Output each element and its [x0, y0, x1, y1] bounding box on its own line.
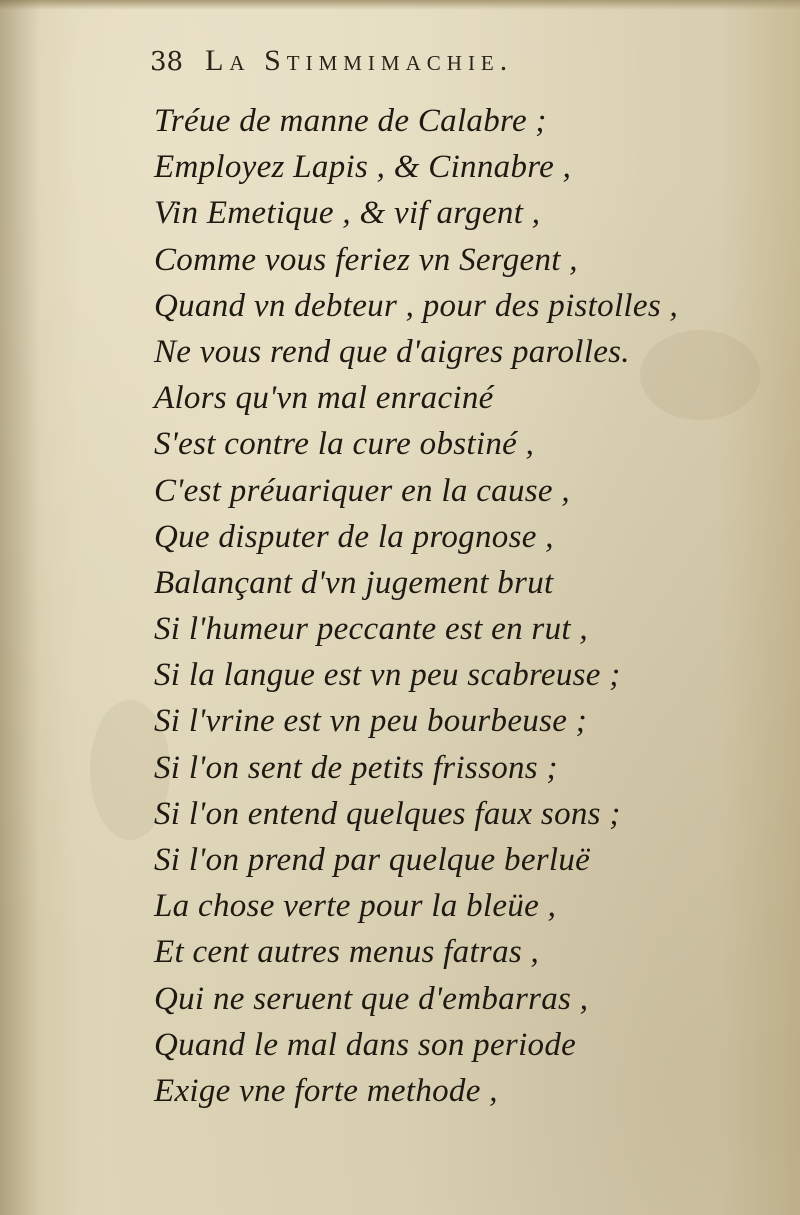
verse-line: Comme vous feriez vn Sergent ,: [154, 241, 578, 278]
verse-line: Si l'on prend par quelque berluë: [154, 842, 591, 878]
page-header: [150, 44, 680, 94]
verse-line: C'est préuariquer en la cause ,: [154, 472, 570, 509]
verse-text: [154, 98, 764, 1114]
verse-line: Si la langue est vn peu scabreuse ;: [154, 657, 621, 694]
verse-line: Que disputer de la prognose ,: [154, 518, 554, 555]
verse-line: La chose verte pour la bleüe ,: [154, 888, 557, 925]
page-number: 38: [150, 47, 184, 77]
running-title: La Stimmimachie.: [205, 44, 514, 77]
verse-line: Et cent autres menus fatras ,: [154, 934, 540, 971]
gutter-shadow: [0, 0, 40, 1215]
verse-line: Tréue de manne de Calabre ;: [154, 103, 547, 139]
verse-line: Si l'on sent de petits frissons ;: [154, 749, 558, 786]
verse-line: Alors qu'vn mal enraciné: [154, 380, 494, 417]
verse-line: S'est contre la cure obstiné ,: [154, 426, 535, 463]
verse-line: Quand le mal dans son periode: [154, 1026, 577, 1063]
verse-line: Si l'on entend quelques faux sons ;: [154, 795, 621, 832]
verse-line: Vin Emetique , & vif argent ,: [154, 195, 541, 232]
verse-line: Balançant d'vn jugement brut: [154, 564, 554, 601]
verse-line: Ne vous rend que d'aigres parolles.: [154, 333, 630, 370]
verse-line: Qui ne seruent que d'embarras ,: [154, 980, 589, 1017]
verse-line: Quand vn debteur , pour des pistolles ,: [154, 287, 679, 324]
verse-line: Exige vne forte methode ,: [154, 1072, 498, 1109]
verse-line: Employez Lapis , & Cinnabre ,: [154, 149, 572, 186]
page-top-edge: [0, 0, 800, 10]
verse-line: Si l'vrine est vn peu bourbeuse ;: [154, 703, 588, 740]
verse-line: Si l'humeur peccante est en rut ,: [154, 611, 588, 648]
